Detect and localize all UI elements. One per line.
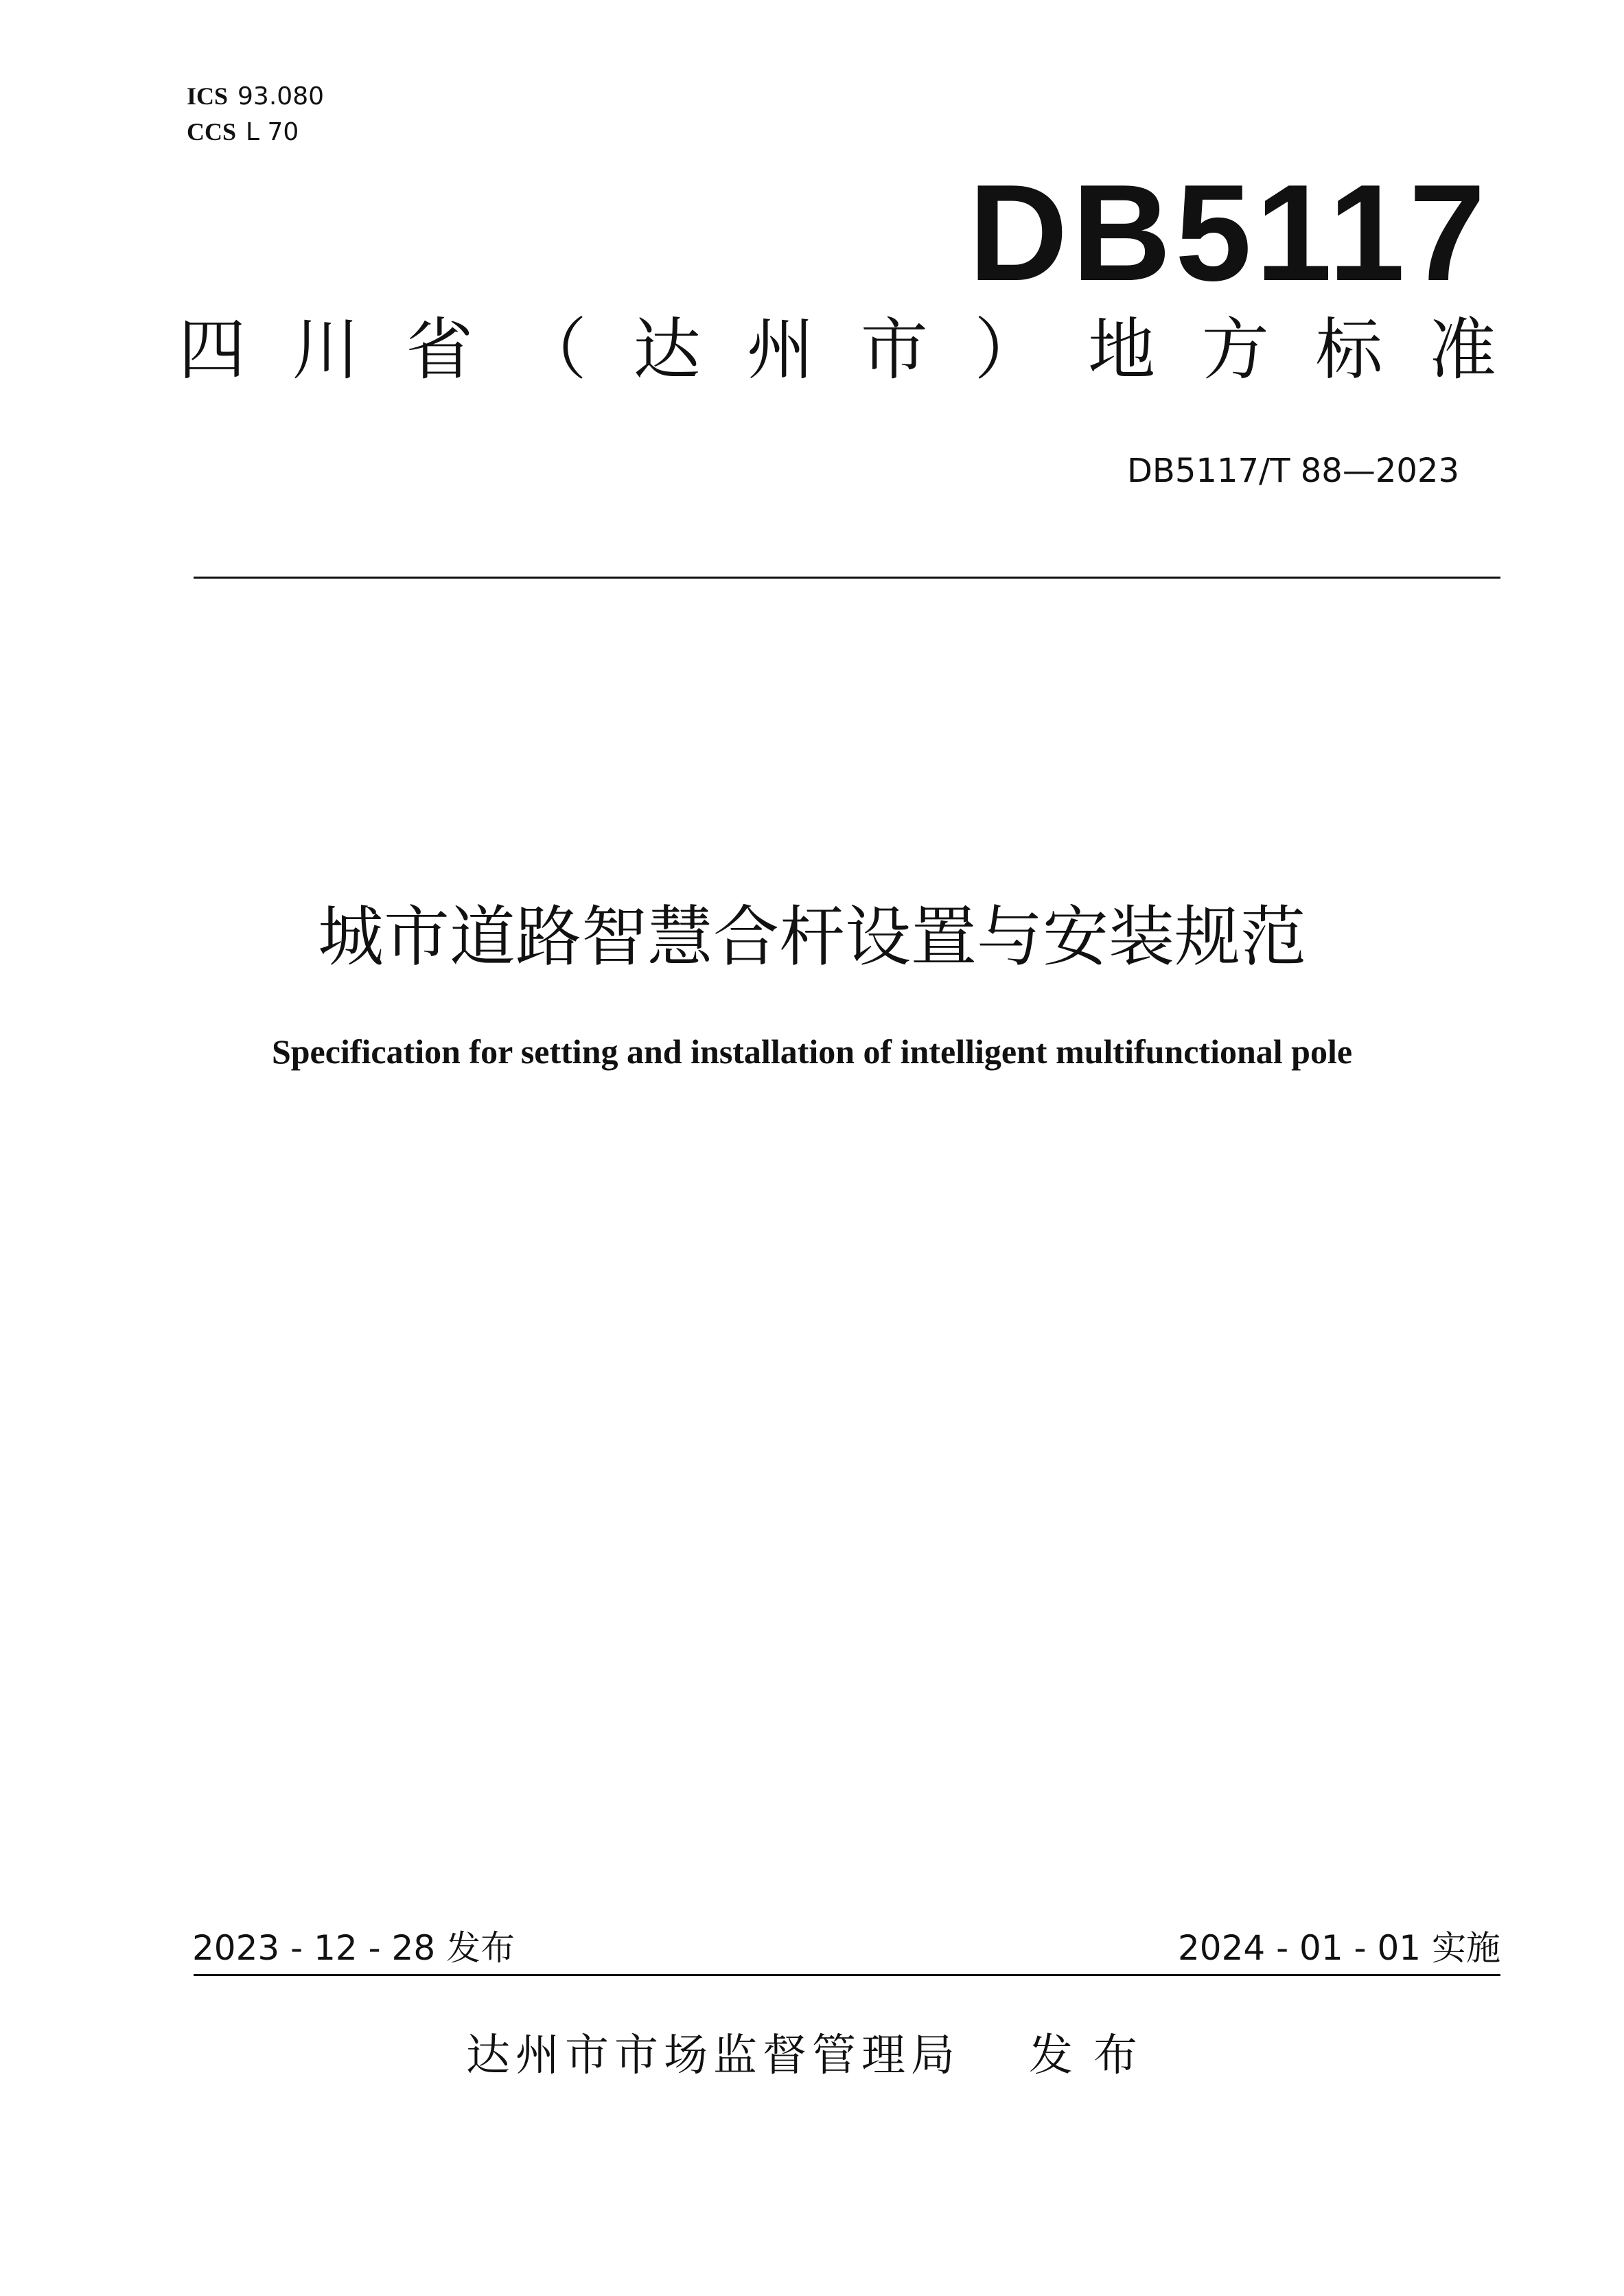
issuing-authority: 达州市市场监督管理局 bbox=[466, 2030, 960, 2081]
implementation-date: 2024 - 01 - 01 实施 bbox=[1177, 1928, 1500, 1968]
document-title-chinese: 城市道路智慧合杆设置与安装规范 bbox=[318, 898, 1306, 975]
ccs-value: L 70 bbox=[246, 118, 299, 146]
issue-label: 发布 bbox=[1029, 2030, 1158, 2081]
ics-value: 93.080 bbox=[237, 82, 324, 111]
ics-label: ICS bbox=[187, 82, 229, 110]
issuer-line bbox=[0, 2028, 1624, 2083]
issue-date: 2023 - 12 - 28 发布 bbox=[192, 1928, 515, 1968]
db-standard-logo: DB5117 bbox=[968, 156, 1489, 310]
document-title-english: Specification for setting and installation of intelligent multifunctional pole bbox=[271, 1032, 1353, 1071]
footer-divider bbox=[194, 1974, 1500, 1976]
ccs-label: CCS bbox=[187, 118, 237, 146]
ccs-code bbox=[187, 117, 299, 148]
ics-code bbox=[187, 81, 324, 112]
header-divider bbox=[194, 577, 1500, 579]
standard-type-heading: 四川省（达州市）地方标准 bbox=[178, 311, 1496, 389]
standard-number: DB5117/T 88—2023 bbox=[1126, 452, 1459, 490]
